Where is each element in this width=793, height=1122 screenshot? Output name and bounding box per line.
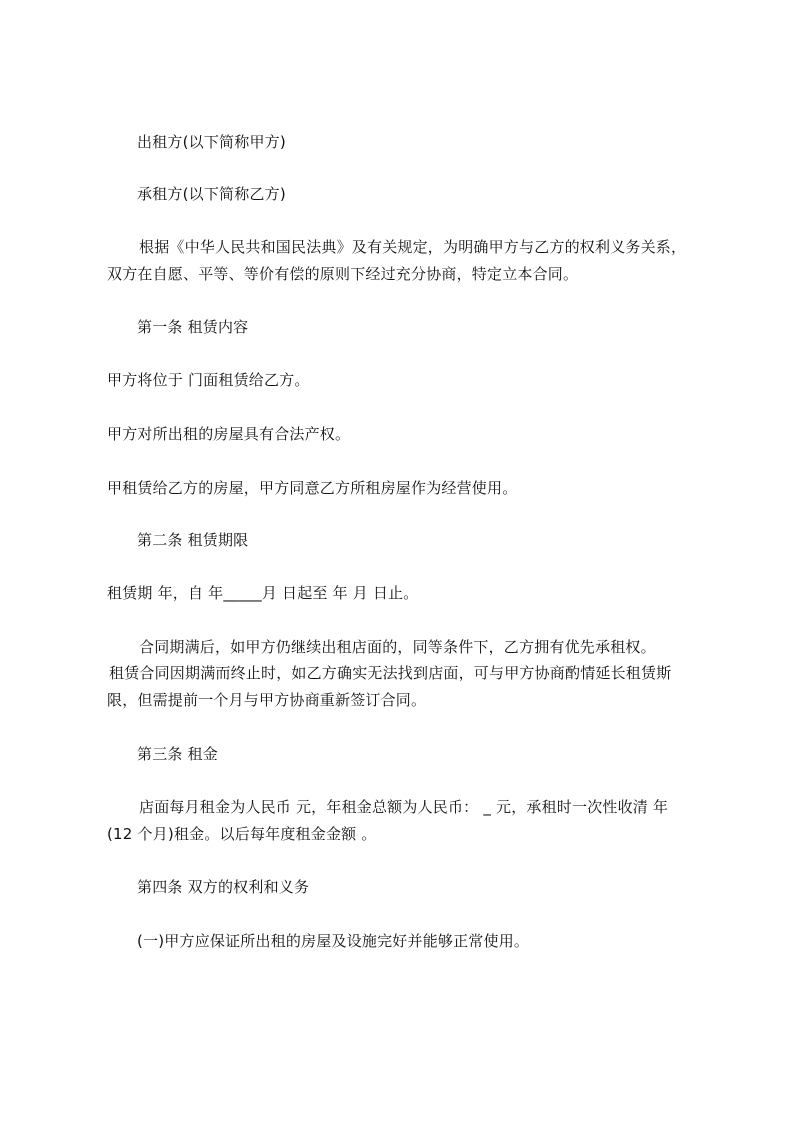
article1-item-1: 甲方将位于 门面租赁给乙方。 <box>107 371 310 389</box>
article4-heading: 第四条 双方的权利和义务 <box>137 878 310 896</box>
article1-heading: 第一条 租赁内容 <box>137 318 249 336</box>
lessee-line: 承租方(以下简称乙方) <box>137 185 286 203</box>
article3-rent-line-1: 店面每月租金为人民币 元，年租金总额为人民币： _ 元，承租时一次性收清 年 <box>139 798 669 816</box>
article2-term: 租赁期 年，自 年_____月 日起至 年 月 日止。 <box>107 584 419 602</box>
article2-renewal-line-2: 租赁合同因期满而终止时，如乙方确实无法找到店面，可与甲方协商酌情延长租赁斯 <box>109 664 672 682</box>
article1-item-3: 甲租赁给乙方的房屋，甲方同意乙方所租房屋作为经营使用。 <box>107 479 518 497</box>
article2-heading: 第二条 租赁期限 <box>137 531 249 549</box>
article4-item-1: (一)甲方应保证所出租的房屋及设施完好并能够正常使用。 <box>137 932 530 950</box>
article1-item-2: 甲方对所出租的房屋具有合法产权。 <box>107 425 351 443</box>
preamble-line-2: 双方在自愿、平等、等价有偿的原则下经过充分协商，特定立本合同。 <box>107 265 579 283</box>
article3-heading: 第三条 租金 <box>137 745 218 763</box>
preamble-line-1: 根据《中华人民共和国民法典》及有关规定，为明确甲方与乙方的权利义务关系， <box>139 238 687 256</box>
lessor-line: 出租方(以下简称甲方) <box>137 133 286 151</box>
article3-rent-line-2: (12 个月)租金。以后每年度租金金额 。 <box>107 825 377 843</box>
article2-renewal-line-1: 合同期满后，如甲方仍继续出租店面的，同等条件下，乙方拥有优先承租权。 <box>139 638 656 656</box>
article2-renewal-line-3: 限，但需提前一个月与甲方协商重新签订合同。 <box>107 691 427 709</box>
